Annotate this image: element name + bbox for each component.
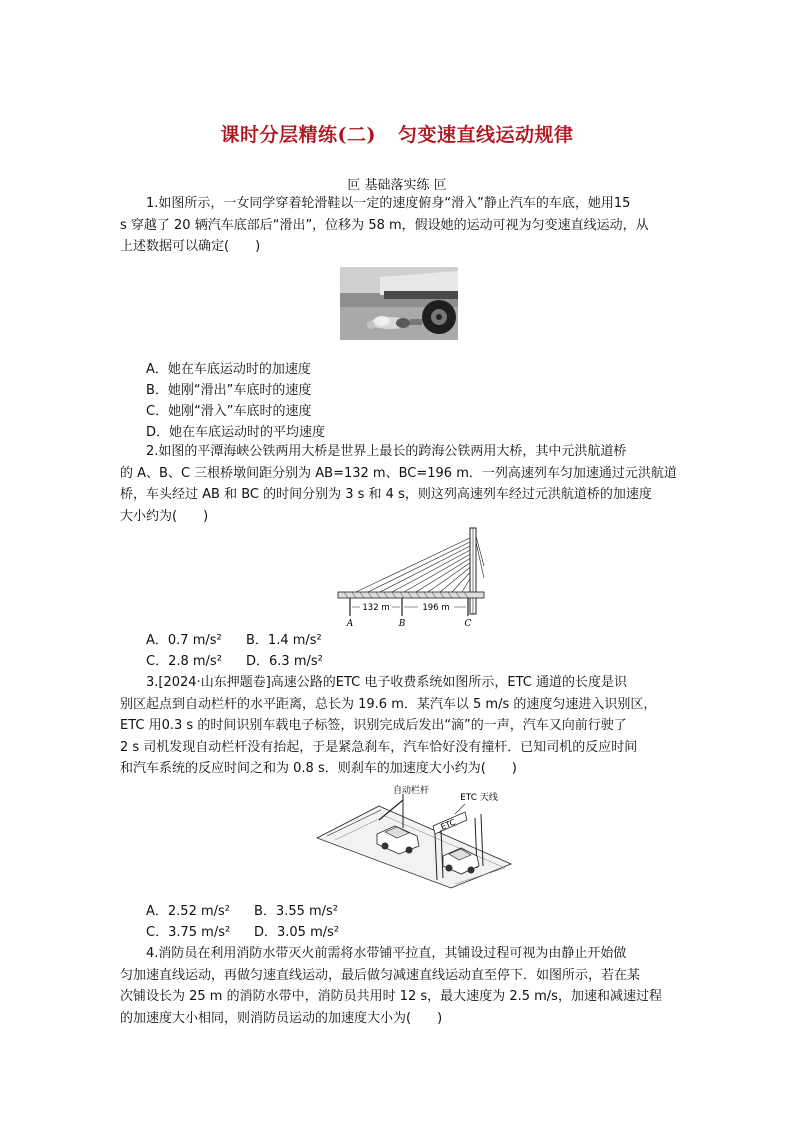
q3-line: 和汽车系统的反应时间之和为 0.8 s．则刹车的加速度大小约为( )	[120, 761, 517, 776]
q2-line: 的 A、B、C 三根桥墩间距分别为 AB=132 m、BC=196 m．一列高速列车匀加速通过元洪航道	[120, 465, 677, 481]
q2-point-b: B	[398, 619, 406, 628]
q3-label-gate: 自动栏杆	[392, 786, 430, 796]
q1-line: s 穿越了 20 辆汽车底部后“滑出”，位移为 58 m，假设她的运动可视为匀变速直线运动，从	[120, 217, 649, 233]
q4-line: 4.消防员在利用消防水带灭火前需将水带铺平拉直，其铺设过程可视为由静止开始做	[146, 946, 627, 961]
q4-line: 匀加速直线运动，再做匀速直线运动，最后做匀减速直线运动直至停下．如图所示，若在某	[120, 967, 641, 983]
q3-option-c: C．3.75 m/s²	[146, 925, 231, 940]
q3-line: 别区起点到自动栏杆的水平距离，总长为 19.6 m．某汽车以 5 m/s 的速度匀速进入识别区，	[120, 696, 657, 712]
q3-line: 2 s 司机发现自动栏杆没有抬起，于是紧急刹车，汽车恰好没有撞杆．已知司机的反应时间	[120, 739, 638, 755]
q2-options	[146, 630, 323, 672]
question-3	[120, 672, 680, 780]
q3-line: 3.[2024·山东押题卷]高速公路的ETC 电子收费系统如图所示，ETC 通道的长度是识	[146, 675, 627, 690]
q1-line: 上述数据可以确定( )	[120, 239, 261, 254]
title-part1: 课时分层精练(二)	[220, 124, 376, 146]
q2-line: 2.如图的平潭海峡公铁两用大桥是世界上最长的跨海公铁两用大桥，其中元洪航道桥	[146, 444, 627, 459]
q1-option-b: B．她刚“滑出”车底时的速度	[146, 383, 312, 398]
q2-option-c: C．2.8 m/s²	[146, 654, 222, 669]
q2-line: 桥，车头经过 AB 和 BC 的时间分别为 3 s 和 4 s，则这列高速列车经过元洪航道桥的加速度	[120, 487, 652, 502]
q1-option-a: A．她在车底运动时的加速度	[146, 362, 311, 377]
q3-option-d: D．3.05 m/s²	[254, 925, 340, 940]
question-2	[120, 441, 680, 527]
q1-line: 1.如图所示，一女同学穿着轮滑鞋以一定的速度俯身“滑入”静止汽车的车底，她用15	[146, 196, 631, 211]
question-1	[120, 193, 680, 258]
q3-label-antenna: ETC 天线	[460, 793, 498, 803]
title-part2: 匀变速直线运动规律	[397, 124, 574, 146]
page-title	[0, 120, 794, 147]
q3-etc-diagram	[315, 780, 515, 890]
q2-line: 大小约为( )	[120, 508, 209, 524]
section-heading: 叵 基础落实练 叵	[347, 178, 447, 193]
q3-options	[146, 901, 339, 943]
q1-option-c: C．她刚“滑入”车底时的速度	[146, 404, 312, 419]
q3-options-row2	[146, 922, 339, 943]
q3-option-b: B．3.55 m/s²	[254, 904, 339, 919]
q3-etc-sign: ETC	[439, 817, 457, 832]
q4-line: 的加速度大小相同，则消防员运动的加速度大小为( )	[120, 1010, 443, 1026]
q2-bridge-diagram	[336, 526, 486, 628]
q1-options	[146, 359, 325, 443]
q2-label-ab: 132 m	[362, 603, 390, 613]
q2-options-row1	[146, 630, 323, 651]
q2-option-a: A．0.7 m/s²	[146, 633, 222, 648]
q3-options-row1	[146, 901, 339, 922]
q2-point-c: C	[464, 619, 472, 628]
q2-label-bc: 196 m	[422, 603, 450, 613]
q2-option-d: D．6.3 m/s²	[246, 654, 323, 669]
question-4	[120, 943, 680, 1029]
q3-option-a: A．2.52 m/s²	[146, 904, 230, 919]
q2-options-row2	[146, 651, 323, 672]
q2-point-a: A	[346, 619, 354, 628]
q1-option-d: D．她在车底运动时的平均速度	[146, 425, 326, 440]
q2-option-b: B．1.4 m/s²	[246, 633, 322, 648]
q4-line: 次铺设长为 25 m 的消防水带中，消防员共用时 12 s，最大速度为 2.5 m/s，加速和减速过程	[120, 989, 662, 1004]
q3-line: ETC 用0.3 s 的时间识别车载电子标签，识别完成后发出“滴”的一声，汽车又向前行驶了	[120, 718, 627, 733]
q1-skater-car-photo	[340, 267, 458, 340]
